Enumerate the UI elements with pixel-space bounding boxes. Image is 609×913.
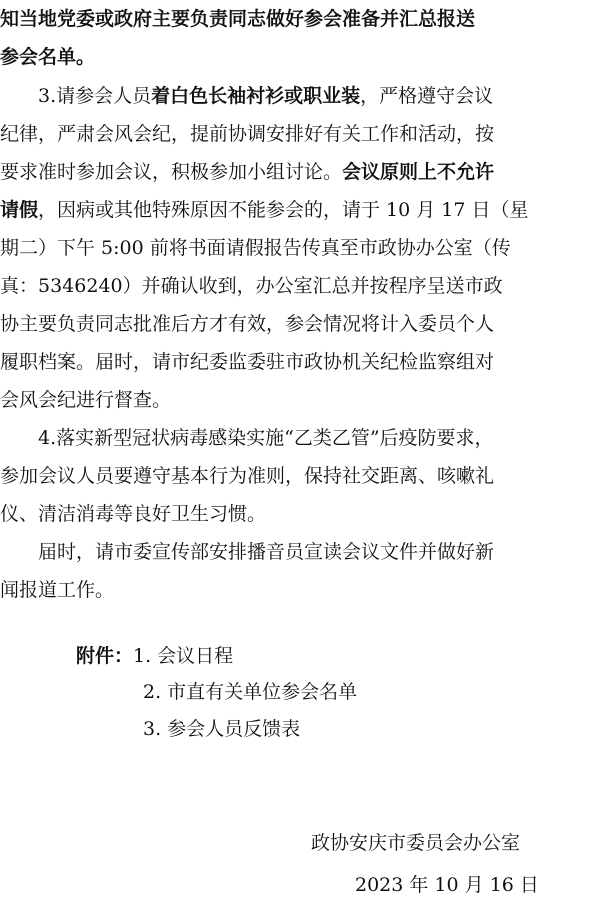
body-line-5 bbox=[0, 153, 609, 191]
body-line-1 bbox=[0, 0, 609, 38]
text-run: 4.落实新型冠状病毒感染实施“乙类乙管”后疫防要求， bbox=[38, 427, 494, 449]
body-line-4 bbox=[0, 115, 609, 153]
body-line-6 bbox=[0, 191, 609, 229]
attachments-line-2 bbox=[143, 673, 609, 711]
body-line-15 bbox=[0, 533, 609, 571]
body-line-8 bbox=[0, 267, 609, 305]
text-run: 协主要负责同志批准后方才有效，参会情况将计入委员个人 bbox=[0, 313, 495, 335]
text-run-bold: 会议原则上不允许 bbox=[342, 161, 495, 183]
text-run: ，严格遵守会议 bbox=[360, 85, 494, 107]
text-run: 仪、清洁消毒等良好卫生习惯。 bbox=[0, 503, 267, 525]
text-run: 期二）下午 5:00 前将书面请假报告传真至市政协办公室（传 bbox=[0, 237, 511, 259]
body-line-2 bbox=[0, 38, 609, 76]
attachment-item: 2. 市直有关单位参会名单 bbox=[143, 681, 358, 703]
text-run-bold: 请假 bbox=[0, 199, 39, 221]
text-run: 会风会纪进行督查。 bbox=[0, 389, 172, 411]
text-run: 闻报道工作。 bbox=[0, 579, 115, 601]
text-run: 知当地党委或政府主要负责同志做好参会准备并汇总报送 bbox=[0, 8, 476, 30]
body-line-10 bbox=[0, 343, 609, 381]
body-line-14 bbox=[0, 495, 609, 533]
body-line-12 bbox=[0, 419, 609, 457]
text-run: 纪律，严肃会风会纪，提前协调安排好有关工作和活动，按 bbox=[0, 123, 495, 145]
signature-date: 2023 年 10 月 16 日 bbox=[355, 874, 539, 896]
text-run: 参加会议人员要遵守基本行为准则，保持社交距离、咳嗽礼 bbox=[0, 465, 495, 487]
attachment-item: 1. 会议日程 bbox=[133, 645, 234, 667]
attachments-label: 附件： bbox=[76, 645, 134, 667]
body-line-3 bbox=[0, 77, 609, 115]
signature-org: 政协安庆市委员会办公室 bbox=[311, 832, 521, 854]
text-run: 履职档案。届时，请市纪委监委驻市政协机关纪检监察组对 bbox=[0, 351, 495, 373]
body-line-9 bbox=[0, 305, 609, 343]
attachment-item: 3. 参会人员反馈表 bbox=[143, 718, 301, 740]
body-line-16 bbox=[0, 571, 609, 609]
attachments-line-3 bbox=[143, 710, 609, 748]
text-run: 真：5346240）并确认收到，办公室汇总并按程序呈送市政 bbox=[0, 275, 503, 297]
text-run: ，因病或其他特殊原因不能参会的，请于 10 月 17 日（星 bbox=[38, 199, 529, 221]
text-run: 届时，请市委宣传部安排播音员宣读会议文件并做好新 bbox=[38, 541, 495, 563]
text-run: 参会名单。 bbox=[0, 46, 96, 68]
body-line-7 bbox=[0, 229, 609, 267]
text-run: 要求准时参加会议，积极参加小组讨论。 bbox=[0, 161, 343, 183]
attachments-line-1 bbox=[76, 637, 609, 675]
text-run: 3.请参会人员 bbox=[38, 85, 152, 107]
text-run-bold: 着白色长袖衬衫或职业装 bbox=[151, 85, 361, 107]
body-line-11 bbox=[0, 381, 609, 419]
body-line-13 bbox=[0, 457, 609, 495]
